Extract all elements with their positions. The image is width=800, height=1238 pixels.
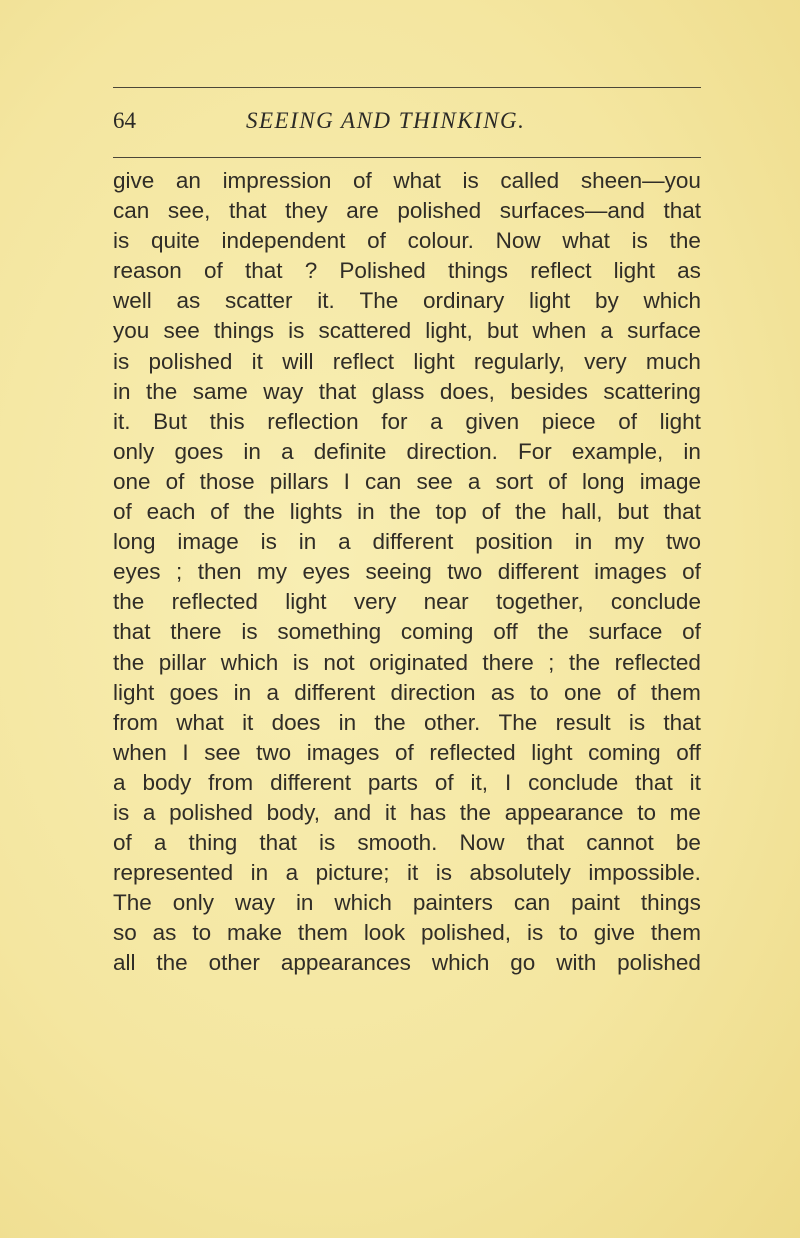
word: of: [618, 408, 637, 434]
word: For: [518, 438, 552, 464]
word: so: [113, 920, 137, 946]
word: you: [113, 318, 150, 344]
word: a: [338, 529, 351, 555]
word: my: [257, 559, 287, 585]
word: that: [318, 378, 357, 404]
word: the: [156, 950, 188, 976]
word: two: [665, 529, 701, 555]
word: the: [515, 499, 547, 525]
word: light: [659, 408, 701, 434]
word: one: [563, 679, 602, 705]
text-line: [113, 347, 701, 377]
word: pillars: [269, 468, 329, 494]
text-line: [113, 377, 701, 407]
word: is: [435, 860, 452, 886]
word: The: [113, 890, 152, 916]
word: is: [462, 168, 479, 193]
word: light: [113, 679, 155, 705]
word: give: [113, 168, 155, 193]
word: when: [113, 739, 167, 765]
word: see: [163, 318, 200, 344]
word: together,: [496, 589, 584, 615]
word: image: [177, 529, 239, 555]
word: hall,: [561, 499, 603, 525]
word: of: [210, 499, 229, 525]
word: them: [650, 679, 701, 705]
word: is: [628, 709, 646, 735]
word: regularly,: [473, 348, 565, 374]
word: of: [113, 830, 132, 856]
word: conclude: [528, 769, 619, 795]
word: lights: [289, 499, 343, 525]
word: to: [559, 920, 578, 946]
word: they: [285, 198, 328, 224]
word: from: [113, 709, 158, 735]
word: impossible.: [588, 860, 701, 886]
text-line: [113, 286, 701, 316]
word: a: [430, 408, 443, 434]
page-number: 64: [113, 108, 136, 133]
word: can: [365, 468, 402, 494]
word: ;: [176, 559, 183, 585]
word: direction.: [406, 438, 498, 464]
word: in: [298, 529, 317, 555]
text-line: [113, 888, 701, 918]
word: body,: [266, 799, 320, 825]
word: the: [113, 589, 145, 615]
word: does,: [439, 378, 495, 404]
word: make: [226, 920, 282, 946]
word: conclude: [610, 589, 701, 615]
word: and: [333, 799, 372, 825]
word: only: [113, 438, 155, 464]
text-line: [113, 557, 701, 587]
word: near: [423, 589, 469, 615]
text-line: [113, 918, 701, 948]
word: in: [574, 529, 593, 555]
word: scatter: [224, 288, 293, 314]
word: to: [192, 920, 212, 946]
word: paint: [571, 890, 620, 916]
word: images: [594, 559, 667, 585]
word: that: [259, 830, 297, 856]
word: in: [357, 499, 375, 525]
word: them: [650, 920, 701, 946]
word: ordinary: [422, 288, 505, 314]
word: what: [562, 228, 610, 254]
word: in: [338, 709, 357, 735]
word: is: [526, 920, 544, 946]
word: there: [482, 649, 534, 675]
word: ?: [304, 258, 318, 284]
word: which: [431, 950, 490, 976]
word: definite: [313, 438, 387, 464]
word: the: [537, 619, 569, 645]
word: things: [640, 890, 701, 916]
text-line: [113, 708, 701, 738]
word: be: [675, 830, 701, 856]
word: different: [294, 679, 376, 705]
word: images: [306, 739, 380, 765]
word: eyes: [113, 559, 161, 585]
word: it.: [113, 408, 131, 434]
word: other.: [423, 709, 481, 735]
text-line: [113, 497, 701, 527]
text-line: [113, 407, 701, 437]
word: scattering: [603, 378, 701, 404]
word: will: [282, 348, 314, 374]
word: things: [447, 258, 508, 284]
word: see,: [167, 198, 211, 224]
word: is: [631, 228, 648, 254]
text-line: [113, 467, 701, 497]
text-line: [113, 678, 701, 708]
word: in: [295, 890, 314, 916]
word: to: [637, 799, 656, 825]
word: quite: [150, 228, 200, 254]
word: to: [529, 679, 549, 705]
word: Now: [459, 830, 505, 856]
word: of: [204, 258, 223, 284]
word: of: [394, 739, 414, 765]
word: pillar: [158, 649, 207, 675]
word: The: [498, 709, 538, 735]
word: I: [182, 739, 189, 765]
word: does: [271, 709, 321, 735]
word: go: [510, 950, 536, 976]
word: them: [297, 920, 348, 946]
word: what: [176, 709, 224, 735]
word: coming: [400, 619, 474, 645]
word: besides: [510, 378, 588, 404]
word: given: [465, 408, 520, 434]
word: by: [594, 288, 619, 314]
word: polished: [169, 799, 253, 825]
word: in: [113, 378, 131, 404]
text-line: [113, 617, 701, 647]
text-line: [113, 738, 701, 768]
word: direction: [390, 679, 476, 705]
word: reflected: [429, 739, 516, 765]
word: parts: [367, 769, 418, 795]
word: but: [617, 499, 649, 525]
word: same: [192, 378, 248, 404]
word: Polished: [339, 258, 426, 284]
text-line: [113, 798, 701, 828]
word: called: [500, 168, 560, 193]
word: I: [343, 468, 350, 494]
word: image: [639, 468, 701, 494]
word: what: [393, 168, 441, 193]
header-rule-bottom: [113, 157, 701, 158]
word: surfaces—and: [499, 198, 645, 224]
word: a: [113, 769, 126, 795]
word: smooth.: [357, 830, 438, 856]
word: as: [677, 258, 701, 284]
word: appearance: [504, 799, 624, 825]
word: much: [645, 348, 701, 374]
text-line: [113, 166, 701, 196]
word: seeing: [365, 559, 432, 585]
word: that: [663, 709, 701, 735]
word: which: [220, 649, 279, 675]
word: in: [683, 438, 701, 464]
word: originated: [369, 649, 468, 675]
word: top: [435, 499, 467, 525]
word: surface: [588, 619, 663, 645]
word: when: [532, 318, 587, 344]
text-line: [113, 648, 701, 678]
word: a: [600, 318, 613, 344]
word: see: [204, 739, 241, 765]
word: that: [635, 769, 673, 795]
word: which: [643, 288, 701, 314]
word: of: [481, 499, 501, 525]
word: well: [113, 288, 152, 314]
word: that: [663, 198, 701, 224]
word: has: [409, 799, 447, 825]
text-line: [113, 948, 701, 978]
word: from: [208, 769, 254, 795]
word: as: [152, 920, 177, 946]
word: very: [584, 348, 627, 374]
word: of: [682, 619, 701, 645]
word: a: [153, 830, 167, 856]
word: Now: [495, 228, 541, 254]
word: each: [146, 499, 196, 525]
word: that: [244, 258, 283, 284]
word: goes: [169, 679, 219, 705]
word: represented: [113, 860, 234, 886]
word: which: [334, 890, 392, 916]
word: polished: [397, 198, 482, 224]
word: result: [555, 709, 611, 735]
word: things: [213, 318, 274, 344]
word: reflection: [267, 408, 359, 434]
word: of: [113, 499, 132, 525]
word: ;: [548, 649, 555, 675]
word: is: [113, 348, 130, 374]
word: colour.: [407, 228, 474, 254]
word: with: [556, 950, 597, 976]
word: can: [513, 890, 551, 916]
word: appearances: [280, 950, 411, 976]
word: the: [146, 378, 178, 404]
word: as: [176, 288, 201, 314]
word: is: [113, 228, 130, 254]
word: those: [199, 468, 255, 494]
word: of: [165, 468, 185, 494]
word: reflected: [171, 589, 258, 615]
word: off: [676, 739, 701, 765]
word: light: [531, 739, 573, 765]
word: then: [197, 559, 242, 585]
word: way: [234, 890, 275, 916]
word: eyes: [302, 559, 350, 585]
word: two: [256, 739, 292, 765]
text-line: [113, 226, 701, 256]
word: all: [113, 950, 136, 976]
word: absolutely: [469, 860, 571, 886]
word: the: [568, 649, 601, 675]
word: a: [142, 799, 156, 825]
text-line: [113, 768, 701, 798]
word: surface: [627, 318, 701, 344]
word: different: [270, 769, 351, 795]
word: different: [497, 559, 579, 585]
word: thing: [188, 830, 238, 856]
word: is: [241, 619, 258, 645]
text-line: [113, 196, 701, 226]
word: a: [281, 438, 294, 464]
word: my: [614, 529, 645, 555]
word: independent: [221, 228, 346, 254]
word: but: [486, 318, 519, 344]
word: that: [229, 198, 267, 224]
header-rule-top: [113, 87, 701, 88]
word: can: [113, 198, 150, 224]
word: the: [374, 709, 406, 735]
word: for: [381, 408, 408, 434]
word: reflect: [332, 348, 395, 374]
word: light: [528, 288, 571, 314]
word: of: [434, 769, 454, 795]
word: it.: [317, 288, 335, 314]
word: a: [467, 468, 481, 494]
word: in: [250, 860, 269, 886]
word: a: [285, 860, 299, 886]
word: in: [243, 438, 261, 464]
word: that: [526, 830, 565, 856]
word: sheen—you: [580, 168, 701, 193]
word: give: [593, 920, 636, 946]
word: not: [323, 649, 355, 675]
word: it: [242, 709, 254, 735]
text-line: [113, 587, 701, 617]
word: is: [288, 318, 305, 344]
word: glass: [371, 378, 425, 404]
word: way: [263, 378, 304, 404]
word: light,: [425, 318, 473, 344]
word: light: [613, 258, 655, 284]
body-text: [113, 166, 701, 979]
word: I: [504, 769, 512, 795]
word: it: [384, 799, 397, 825]
word: polished: [617, 950, 701, 976]
word: light: [285, 589, 327, 615]
word: body: [142, 769, 192, 795]
word: other: [208, 950, 260, 976]
text-line: [113, 316, 701, 346]
word: long: [113, 529, 156, 555]
word: of: [616, 679, 636, 705]
word: of: [682, 559, 701, 585]
word: of: [548, 468, 567, 494]
text-line: [113, 527, 701, 557]
word: something: [277, 619, 382, 645]
word: this: [209, 408, 245, 434]
word: is: [292, 649, 309, 675]
word: that: [663, 499, 701, 525]
word: it: [406, 860, 419, 886]
word: of: [352, 168, 372, 193]
word: different: [372, 529, 454, 555]
word: goes: [174, 438, 224, 464]
word: the: [669, 228, 701, 254]
word: sort: [495, 468, 533, 494]
word: one: [113, 468, 151, 494]
word: me: [669, 799, 701, 825]
word: the: [459, 799, 492, 825]
word: reason: [113, 258, 182, 284]
word: the: [113, 649, 145, 675]
word: reflect: [530, 258, 592, 284]
word: it: [251, 348, 263, 374]
text-line: [113, 828, 701, 858]
word: But: [153, 408, 187, 434]
word: only: [172, 890, 215, 916]
word: in: [233, 679, 252, 705]
word: it: [689, 769, 701, 795]
word: long: [582, 468, 625, 494]
text-line: [113, 858, 701, 888]
word: polished,: [420, 920, 512, 946]
word: polished: [148, 348, 233, 374]
word: position: [475, 529, 553, 555]
word: scattered: [318, 318, 412, 344]
word: coming: [588, 739, 661, 765]
word: look: [363, 920, 406, 946]
word: is: [113, 799, 130, 825]
word: example,: [571, 438, 664, 464]
word: piece: [541, 408, 596, 434]
word: reflected: [614, 649, 701, 675]
word: light: [413, 348, 455, 374]
word: an: [175, 168, 201, 193]
word: are: [346, 198, 379, 224]
text-line: [113, 437, 701, 467]
word: is: [318, 830, 336, 856]
running-title: SEEING AND THINKING.: [246, 108, 526, 133]
word: as: [490, 679, 515, 705]
word: the: [243, 499, 275, 525]
word: it,: [470, 769, 489, 795]
word: off: [493, 619, 518, 645]
word: two: [447, 559, 483, 585]
word: impression: [222, 168, 332, 193]
word: very: [353, 589, 397, 615]
word: painters: [412, 890, 493, 916]
word: there: [170, 619, 222, 645]
word: is: [260, 529, 277, 555]
text-line: [113, 256, 701, 286]
word: of: [367, 228, 386, 254]
word: cannot: [586, 830, 654, 856]
word: picture;: [315, 860, 390, 886]
word: that: [113, 619, 151, 645]
word: The: [359, 288, 399, 314]
word: see: [416, 468, 453, 494]
word: a: [266, 679, 279, 705]
word: the: [389, 499, 421, 525]
